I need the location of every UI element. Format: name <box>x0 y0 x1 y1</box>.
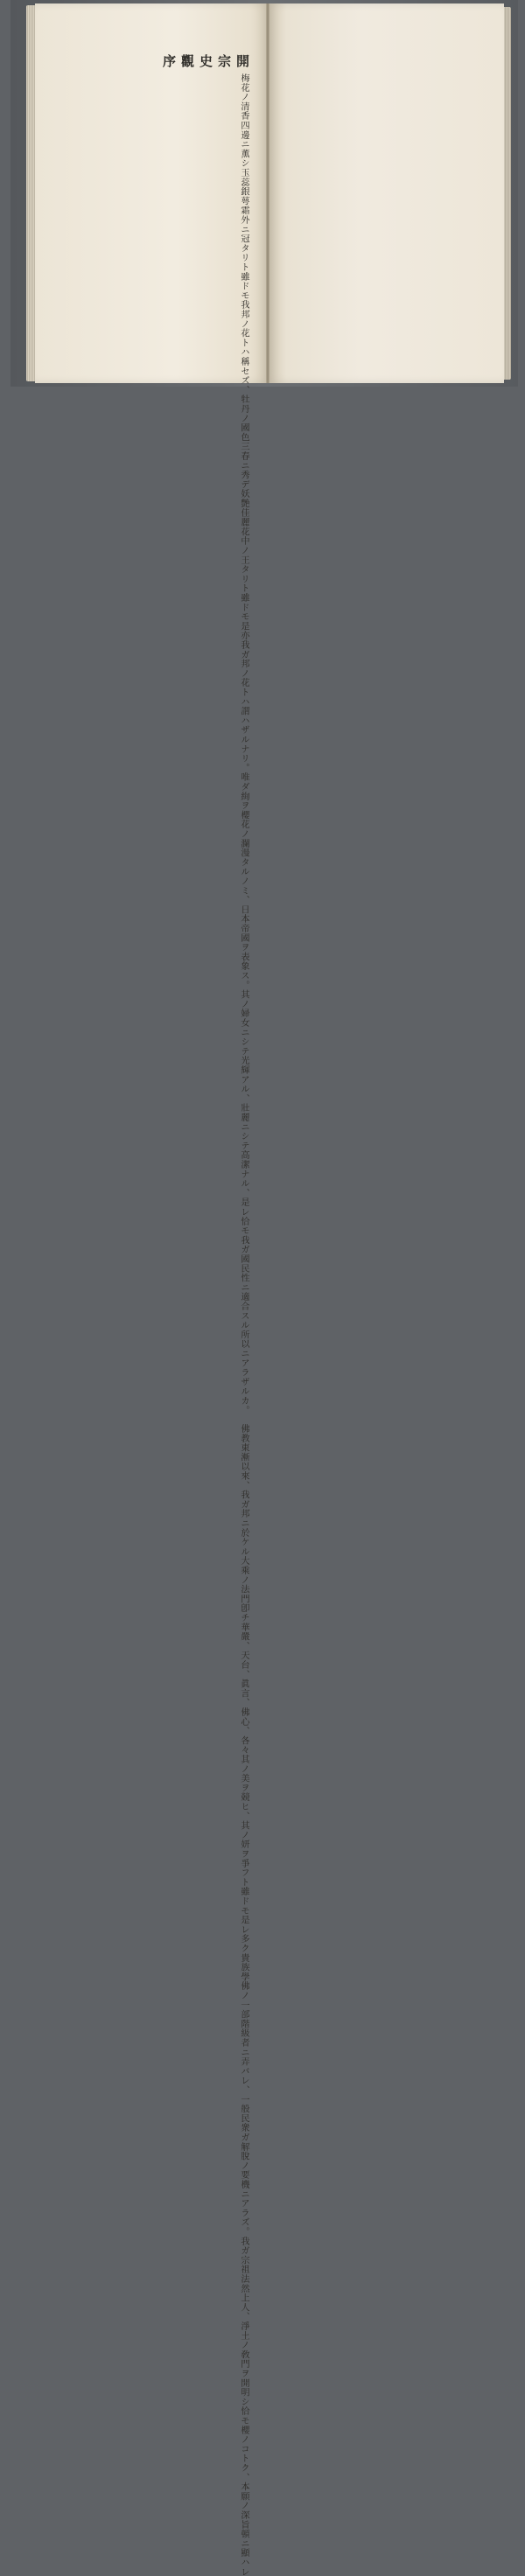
text-column: 我ガ邦ノ花トハ謂ハザルナリ。唯ダ絢ヲ櫻花ノ瀾漫タルノミ、日本 <box>239 640 248 924</box>
text-column: 稱セズ、牡丹ノ國色三春ニ秀デ妖艶佳麗花中ノ王タリト雖ドモ是亦 <box>239 357 248 640</box>
book-gutter <box>266 3 270 383</box>
text-column: レ恰モ我ガ國民性ニ適合スル所以ニアラザルカ。 <box>239 1207 248 1415</box>
text-column: ノ一部階級者ニ弄バレ、一般民衆ガ解脫ノ要機ニアラズ。我ガ宗祖 <box>239 1990 248 2274</box>
page-title: 開宗史觀序 <box>161 54 250 73</box>
text-column: 帝國ヲ表象ス。其ノ婦女ニシテ光輝アル、壯麗ニシテ高潔ナル、是 <box>239 924 248 1207</box>
text-column: 佛心、各々其ノ美ヲ競ヒ、其ノ妍ヲ爭フト雖ドモ是レ多ク貴族學佛 <box>239 1707 248 1991</box>
preface-text <box>54 44 252 2576</box>
text-column: 法然上人、淨土ノ敎門ヲ開明シ恰モ櫻ノコトク、本願ノ深旨頓ニ顯ハレ <box>239 2273 248 2576</box>
text-column: 佛教東漸以來、我ガ邦ニ於ケル大乘ノ法門卽チ華嚴、天台、眞言、 <box>239 1423 248 1707</box>
right-page-blank <box>268 3 504 383</box>
text-column: 梅花ノ清香四邊ニ薫シ玉蕊銀萼霜外ニ冠タリト雖ドモ我邦ノ花トハ <box>239 73 248 357</box>
